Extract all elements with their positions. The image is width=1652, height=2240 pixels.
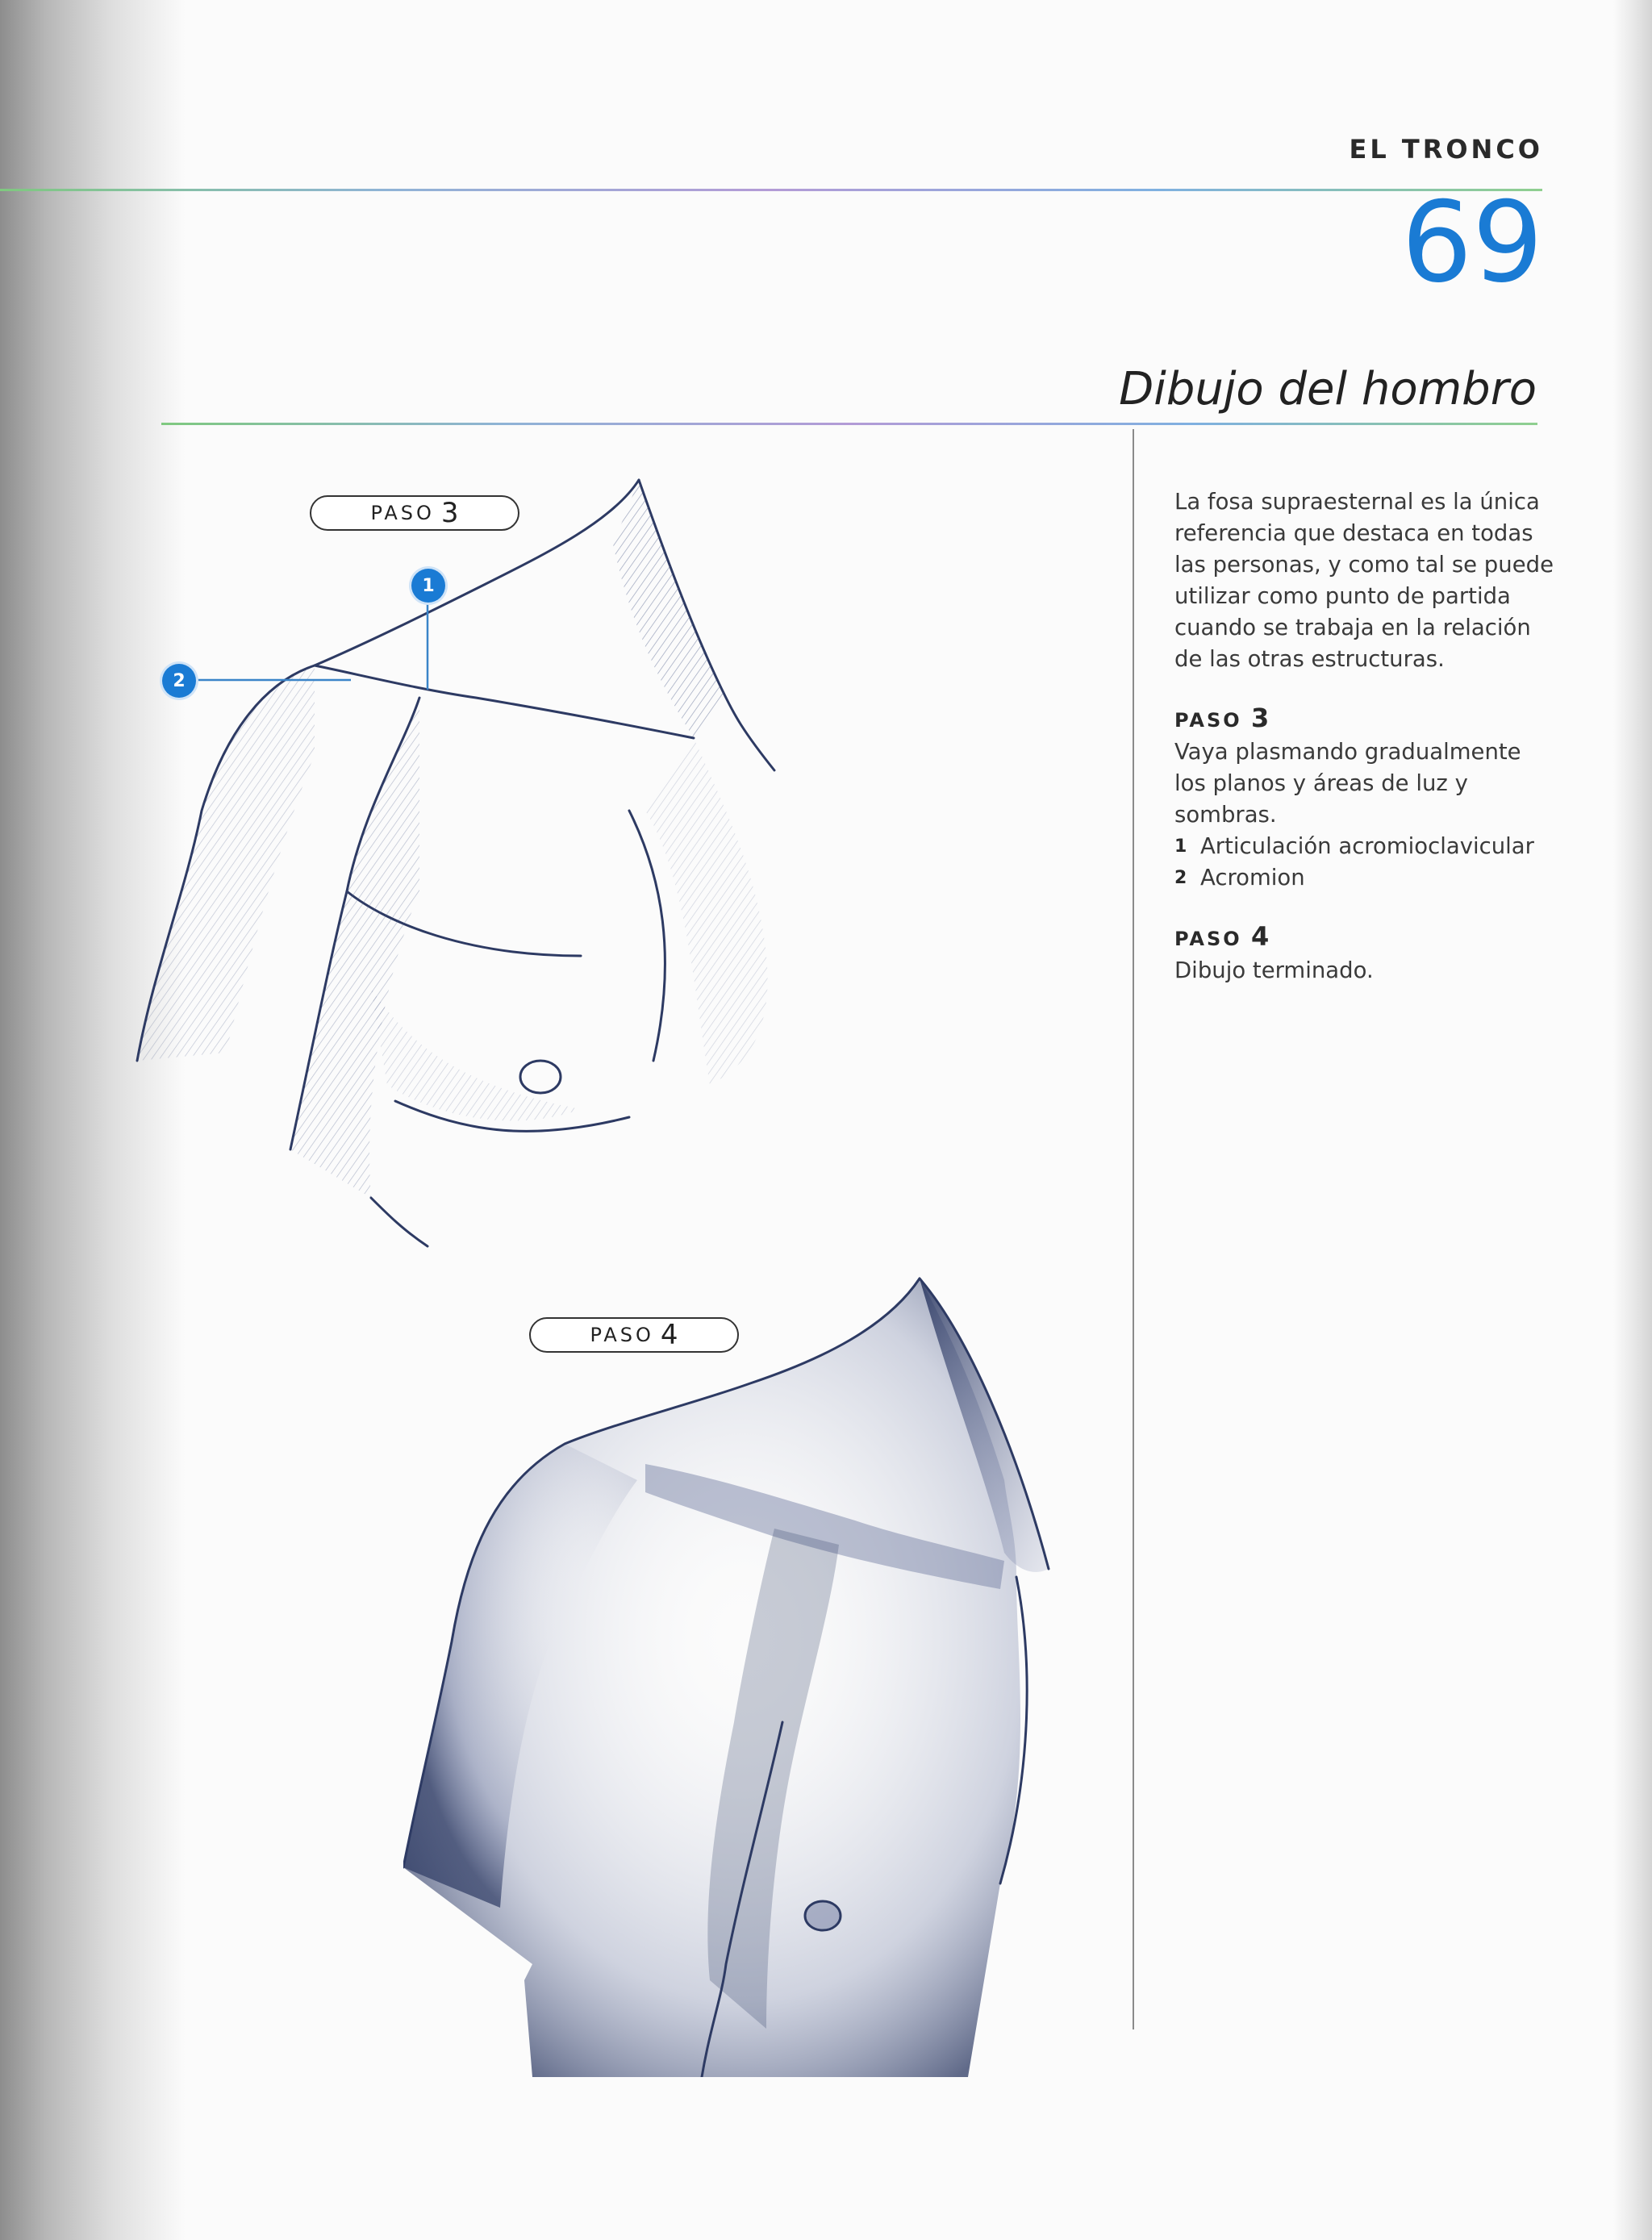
legend-item-1 — [1174, 831, 1554, 862]
step-3-block — [1174, 703, 1554, 894]
step-3-pill — [310, 495, 519, 531]
column-divider — [1133, 429, 1134, 2029]
top-rule — [0, 189, 1542, 191]
step-4-number: 4 — [1251, 921, 1270, 952]
section-title: Dibujo del hombro — [1119, 363, 1537, 415]
callout-1: 1 — [411, 569, 445, 603]
legend-num-2: 2 — [1174, 868, 1187, 888]
intro-paragraph: La fosa supraesternal es la única referencia que destaca en todas las personas, y como tal se puede utilizar como punto de partida cuando se trabaja en la relación de las otras estructuras. — [1174, 489, 1554, 672]
step-4-label: PASO — [1174, 928, 1242, 950]
legend-item-2 — [1174, 862, 1554, 894]
step-4-pill-number: 4 — [660, 1319, 678, 1351]
running-head: EL TRONCO — [1349, 134, 1543, 165]
step-4-pill-label: PASO — [590, 1324, 654, 1346]
step-3-number: 3 — [1251, 703, 1270, 733]
legend-label-1: Articulación acromioclavicular — [1200, 833, 1534, 859]
legend-label-2: Acromion — [1200, 865, 1305, 891]
step-3-pill-label: PASO — [370, 502, 435, 524]
step-3-label: PASO — [1174, 709, 1242, 732]
step-3-text: Vaya plasmando gradualmente los planos y áreas de luz y sombras. — [1174, 739, 1521, 828]
shoulder-drawing-step-4 — [403, 1270, 1097, 2077]
step-4-text: Dibujo terminado. — [1174, 957, 1374, 983]
title-rule — [161, 423, 1537, 425]
page-number: 69 — [1401, 177, 1543, 307]
step-3-pill-number: 3 — [440, 497, 459, 529]
step-4-heading — [1174, 921, 1554, 955]
page-edge-shadow — [1613, 0, 1652, 2240]
legend-num-1: 1 — [1174, 836, 1187, 857]
shoulder-sketch-step-3 — [129, 472, 807, 1262]
text-column — [1174, 486, 1554, 1014]
step-3-heading — [1174, 703, 1554, 736]
step-4-block — [1174, 921, 1554, 987]
step-4-pill — [529, 1317, 739, 1353]
callout-2: 2 — [162, 664, 196, 698]
